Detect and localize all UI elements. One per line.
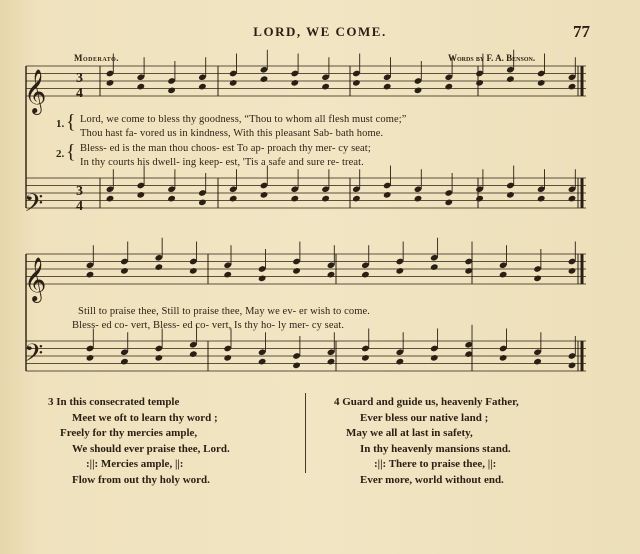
- note-head: [414, 87, 423, 95]
- note-head: [260, 191, 269, 199]
- note-head: [290, 195, 299, 203]
- note-head: [198, 199, 207, 207]
- note-head: [352, 195, 361, 203]
- note-head: [120, 267, 129, 275]
- note-head: [444, 199, 453, 207]
- note-head: [361, 354, 370, 362]
- note-head: [223, 271, 232, 279]
- note-head: [533, 358, 542, 366]
- column-divider: [305, 393, 306, 473]
- note-head: [383, 83, 392, 91]
- note-head: [167, 195, 176, 203]
- note-head: [106, 195, 115, 203]
- note-head: [321, 195, 330, 203]
- page-number: 77: [573, 22, 590, 41]
- time-signature-top: 3: [76, 184, 83, 199]
- note-head: [155, 354, 164, 362]
- note-head: [198, 83, 207, 91]
- note-head: [499, 271, 508, 279]
- note-head: [136, 191, 145, 199]
- stanza-4: [334, 395, 519, 488]
- note-head: [86, 271, 95, 279]
- stanza-line: 4 Guard and guide us, heavenly Father,: [334, 396, 519, 408]
- note-head: [568, 83, 577, 91]
- note-head: [499, 354, 508, 362]
- note-head: [155, 263, 164, 271]
- note-head: [475, 195, 484, 203]
- lyricist-credit: Words by F. A. Benson.: [448, 53, 536, 63]
- bass-clef-icon: 𝄢: [24, 189, 44, 224]
- brace-icon: {: [66, 141, 76, 163]
- stanza-line: We should ever praise thee, Lord.: [72, 442, 230, 455]
- lyric-line: Still to praise thee, Still to praise thee, May we ev- er wish to come.: [78, 306, 370, 317]
- note-head: [430, 354, 439, 362]
- lyric-line: Thou hast fa- vored us in kindness, With this pleasant Sab- bath home.: [80, 128, 384, 139]
- note-head: [352, 79, 361, 87]
- note-head: [533, 275, 542, 283]
- note-head: [396, 358, 405, 366]
- note-head: [167, 87, 176, 95]
- stanza-line: In thy heavenly mansions stand.: [360, 442, 511, 455]
- treble-clef-icon: 𝄞: [24, 257, 47, 301]
- stanza-3: [48, 395, 230, 488]
- note-head: [537, 79, 546, 87]
- stanza-line: :||: Mercies ample, ||:: [86, 458, 184, 470]
- note-head: [120, 358, 129, 366]
- note-head: [383, 191, 392, 199]
- stanza-line: Ever more, world without end.: [360, 473, 504, 486]
- note-head: [537, 195, 546, 203]
- note-head: [258, 275, 267, 283]
- stanza-line: Flow from out thy holy word.: [72, 473, 210, 486]
- note-head: [414, 195, 423, 203]
- note-head: [229, 195, 238, 203]
- stanza-line: Ever bless our native land ;: [360, 411, 489, 424]
- note-head: [321, 83, 330, 91]
- lyric-line: Lord, we come to bless thy goodness, “Thou to whom all flesh must come;”: [80, 114, 407, 125]
- stanza-line: May we all at last in safety,: [346, 427, 473, 439]
- stanza-line: :||: There to praise thee, ||:: [374, 458, 497, 470]
- bass-clef-icon: 𝄢: [24, 339, 44, 374]
- lyric-line: Bless- ed co- vert, Bless- ed co- vert, Is thy ho- ly mer- cy seat.: [72, 320, 345, 331]
- note-head: [475, 79, 484, 87]
- note-head: [568, 362, 577, 370]
- note-head: [189, 350, 198, 358]
- stanza-line: Meet we oft to learn thy word ;: [72, 411, 218, 424]
- tempo-marking: Moderato.: [74, 53, 120, 63]
- note-head: [506, 191, 515, 199]
- brace-icon: {: [66, 111, 76, 133]
- note-head: [260, 75, 269, 83]
- lyric-line: In thy courts his dwell- ing keep- est, 'Tis a safe and sure re- treat.: [80, 157, 364, 168]
- stanza-line: 3 In this consecrated temple: [48, 396, 180, 408]
- note-head: [290, 79, 299, 87]
- note-head: [292, 267, 301, 275]
- note-head: [396, 267, 405, 275]
- note-head: [361, 271, 370, 279]
- verse-number: 2.: [56, 148, 65, 160]
- note-head: [568, 267, 577, 275]
- note-head: [292, 362, 301, 370]
- note-head: [223, 354, 232, 362]
- note-head: [568, 195, 577, 203]
- note-head: [229, 79, 238, 87]
- note-head: [258, 358, 267, 366]
- note-head: [327, 358, 336, 366]
- hymn-title: LORD, WE COME.: [253, 24, 387, 39]
- note-head: [444, 83, 453, 91]
- note-head: [430, 263, 439, 271]
- note-head: [86, 354, 95, 362]
- note-head: [327, 271, 336, 279]
- note-head: [506, 75, 515, 83]
- lyric-line: Bless- ed is the man thou choos- est To ap- proach thy mer- cy seat;: [80, 143, 371, 154]
- time-signature-bottom: 4: [76, 199, 83, 214]
- treble-clef-icon: 𝄞: [24, 69, 47, 113]
- note-head: [189, 267, 198, 275]
- note-head: [136, 83, 145, 91]
- time-signature-top: 3: [76, 71, 83, 86]
- verse-number: 1.: [56, 118, 65, 130]
- note-head: [106, 79, 115, 87]
- stanza-line: Freely for thy mercies ample,: [60, 427, 198, 439]
- time-signature-bottom: 4: [76, 86, 83, 101]
